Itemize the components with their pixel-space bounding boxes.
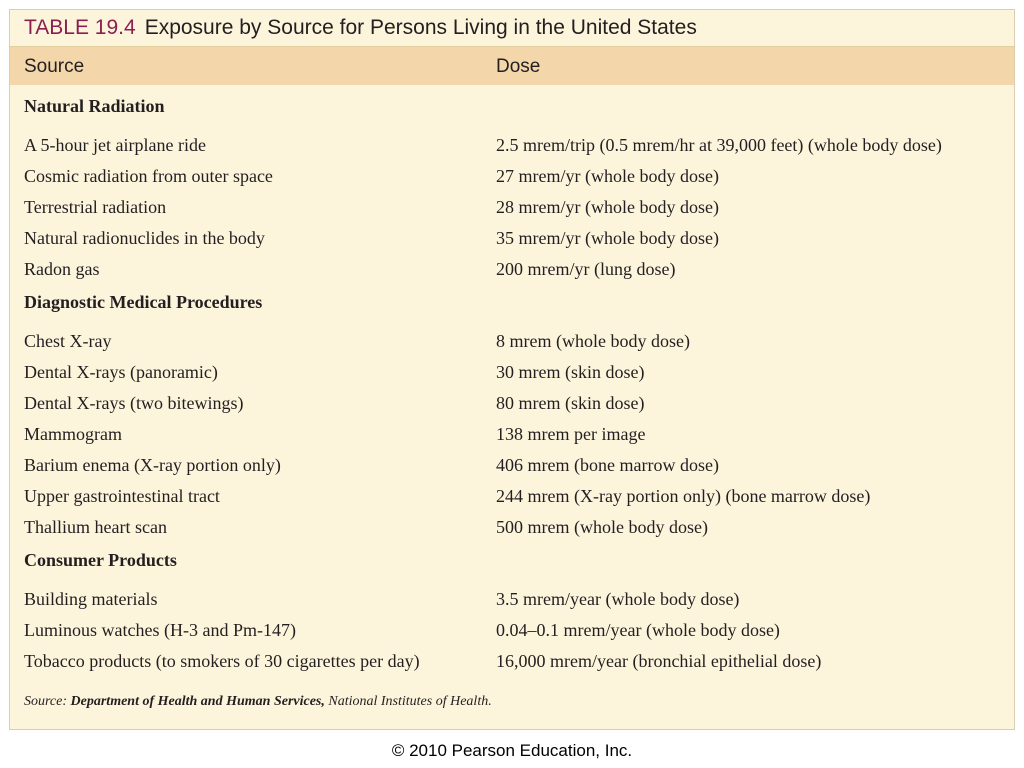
table-title-bar <box>10 10 1014 47</box>
row-source: Terrestrial radiation <box>24 197 167 217</box>
source-note <box>24 694 492 710</box>
section-title-diagnostic-medical: Diagnostic Medical Procedures <box>24 292 263 312</box>
row-dose: 406 mrem (bone marrow dose) <box>496 455 719 475</box>
table-row <box>10 130 1014 161</box>
section-title-natural-radiation: Natural Radiation <box>24 96 165 116</box>
row-dose: 200 mrem/yr (lung dose) <box>496 259 676 279</box>
row-source: Natural radionuclides in the body <box>24 228 265 248</box>
table-row <box>10 584 1014 615</box>
row-source: Thallium heart scan <box>24 517 167 537</box>
column-header-row <box>10 47 1014 85</box>
row-source: Dental X-rays (two bitewings) <box>24 393 244 413</box>
row-source: Cosmic radiation from outer space <box>24 166 273 186</box>
row-source: A 5-hour jet airplane ride <box>24 135 206 155</box>
exposure-table <box>9 9 1015 730</box>
table-row <box>10 450 1014 481</box>
table-title: Exposure by Source for Persons Living in the United States <box>144 16 697 39</box>
row-dose: 0.04–0.1 mrem/year (whole body dose) <box>496 620 780 640</box>
source-note-label: Source: <box>24 694 68 709</box>
table-row <box>10 357 1014 388</box>
table-row <box>10 646 1014 677</box>
row-dose: 3.5 mrem/year (whole body dose) <box>496 589 740 609</box>
row-dose: 138 mrem per image <box>496 424 646 444</box>
table-row <box>10 161 1014 192</box>
table-row <box>10 388 1014 419</box>
row-dose: 28 mrem/yr (whole body dose) <box>496 197 719 217</box>
source-note-institute: National Institutes of Health. <box>328 694 492 709</box>
row-dose: 500 mrem (whole body dose) <box>496 517 708 537</box>
table-row <box>10 419 1014 450</box>
row-source: Luminous watches (H-3 and Pm-147) <box>24 620 296 640</box>
row-source: Dental X-rays (panoramic) <box>24 362 218 382</box>
copyright-notice: © 2010 Pearson Education, Inc. <box>391 741 633 760</box>
row-source: Upper gastrointestinal tract <box>24 486 220 506</box>
row-dose: 244 mrem (X-ray portion only) (bone marrow dose) <box>496 486 871 506</box>
row-source: Radon gas <box>24 259 100 279</box>
row-dose: 30 mrem (skin dose) <box>496 362 645 382</box>
row-source: Barium enema (X-ray portion only) <box>24 455 281 475</box>
table-body <box>10 85 1014 677</box>
row-source: Mammogram <box>24 424 122 444</box>
row-dose: 16,000 mrem/year (bronchial epithelial dose) <box>496 651 822 671</box>
column-header-source: Source <box>24 56 85 77</box>
table-number: TABLE 19.4 <box>24 16 136 39</box>
column-header-dose: Dose <box>496 56 541 77</box>
row-dose: 8 mrem (whole body dose) <box>496 331 690 351</box>
row-source: Tobacco products (to smokers of 30 cigarettes per day) <box>24 651 420 671</box>
table-row <box>10 254 1014 285</box>
table-row <box>10 615 1014 646</box>
source-note-department: Department of Health and Human Services, <box>70 694 325 709</box>
table-row <box>10 326 1014 357</box>
row-source: Chest X-ray <box>24 331 112 351</box>
row-dose: 80 mrem (skin dose) <box>496 393 645 413</box>
row-source: Building materials <box>24 589 158 609</box>
table-row <box>10 192 1014 223</box>
table-row <box>10 223 1014 254</box>
table-row <box>10 481 1014 512</box>
section-title-consumer-products: Consumer Products <box>24 550 177 570</box>
row-dose: 27 mrem/yr (whole body dose) <box>496 166 719 186</box>
row-dose: 35 mrem/yr (whole body dose) <box>496 228 719 248</box>
row-dose: 2.5 mrem/trip (0.5 mrem/hr at 39,000 feet) (whole body dose) <box>496 135 942 155</box>
table-row <box>10 512 1014 543</box>
